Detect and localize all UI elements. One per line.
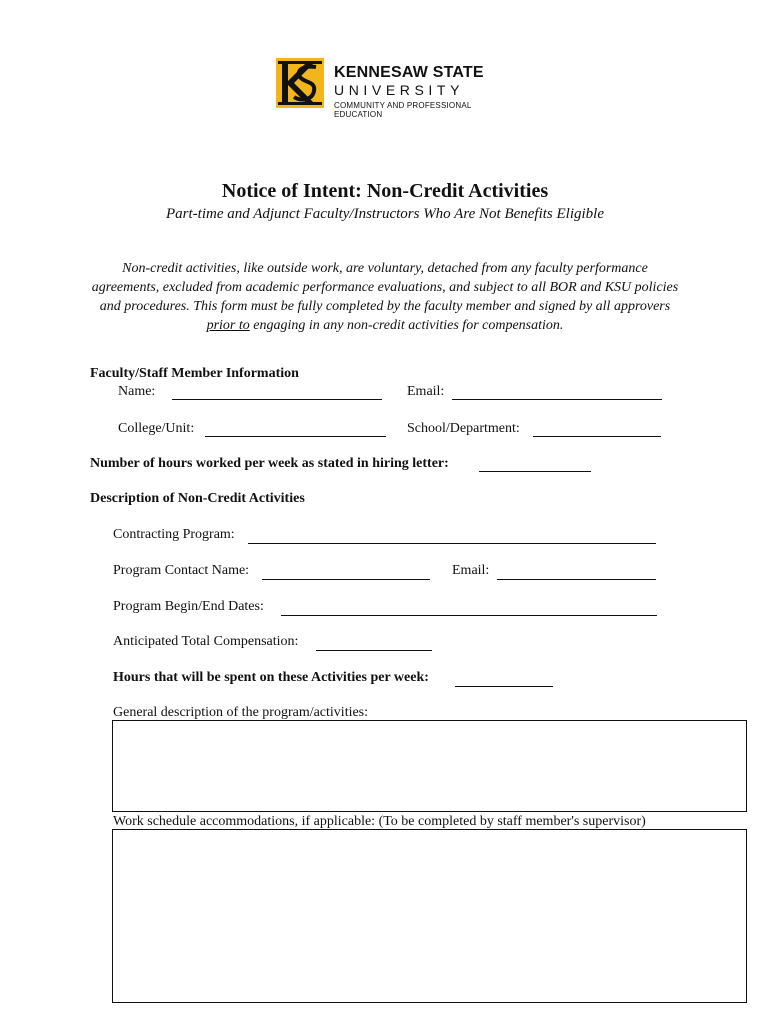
intro-paragraph [90,259,680,335]
hours-activities-field[interactable] [455,686,553,687]
general-description-label: General description of the program/activities: [113,705,369,720]
intro-underlined: prior to [206,318,250,333]
college-field[interactable] [205,436,386,437]
logo-division: COMMUNITY AND PROFESSIONAL EDUCATION [334,101,472,119]
logo-name: KENNESAW STATE [334,64,484,81]
description-heading: Description of Non-Credit Activities [90,491,305,506]
compensation-label: Anticipated Total Compensation: [113,634,299,649]
form-subtitle: Part-time and Adjunct Faculty/Instructors Who Are Not Benefits Eligible [166,206,604,222]
contact-email-field[interactable] [497,579,656,580]
contracting-field[interactable] [248,543,656,544]
dates-label: Program Begin/End Dates: [113,599,264,614]
form-title: Notice of Intent: Non-Credit Activities [221,180,549,202]
dates-field[interactable] [281,615,657,616]
contact-email-label: Email: [452,563,490,578]
intro-text-after: engaging in any non-credit activities for compensation. [249,318,564,333]
email-field[interactable] [452,399,662,400]
faculty-heading: Faculty/Staff Member Information [90,366,299,381]
ks-monogram-icon [272,55,328,111]
contact-name-label: Program Contact Name: [113,563,250,578]
email-label: Email: [407,384,445,399]
hours-letter-field[interactable] [479,471,591,472]
hours-letter-label: Number of hours worked per week as stated in hiring letter: [90,456,449,471]
logo-university: UNIVERSITY [334,82,465,98]
ksu-logo [272,55,512,123]
schedule-label: Work schedule accommodations, if applicable: (To be completed by staff member's supervisor) [113,814,646,829]
school-label: School/Department: [407,421,520,436]
name-field[interactable] [172,399,382,400]
compensation-field[interactable] [316,650,432,651]
contact-name-field[interactable] [262,579,430,580]
school-field[interactable] [533,436,661,437]
name-label: Name: [118,384,156,399]
hours-activities-label: Hours that will be spent on these Activities per week: [113,670,429,685]
schedule-box[interactable] [112,829,747,1003]
general-description-box[interactable] [112,720,747,812]
college-label: College/Unit: [118,421,195,436]
contracting-label: Contracting Program: [113,527,235,542]
intro-text-before: Non-credit activities, like outside work, are voluntary, detached from any faculty performance agreements, excluded from academic performance evaluations, and subject to all BOR and KSU policies and procedures. This form must be fully completed by the faculty member and signed by all approvers [91,261,679,314]
